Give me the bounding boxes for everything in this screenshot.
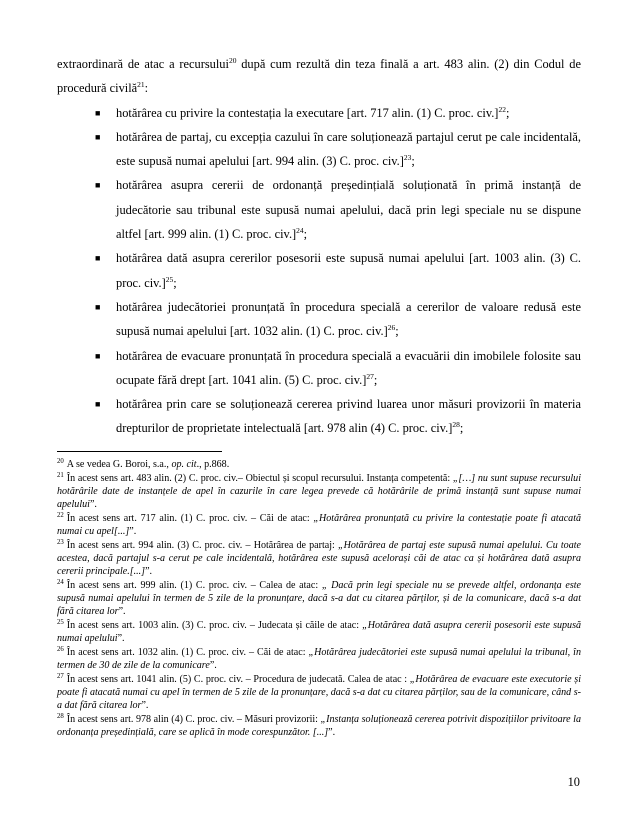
footnote-ref[interactable]: 26 xyxy=(387,323,396,333)
footnotes xyxy=(57,458,581,740)
bullet-item xyxy=(57,125,581,174)
footnote xyxy=(57,472,581,512)
bullet-item xyxy=(57,392,581,441)
footnote xyxy=(57,646,581,672)
bullet-text: hotărârea de partaj, cu excepția cazului în care soluționează partajul cerut pe cale incidentală, este supusă numai apelului [art. 994 alin. (3) C. proc. civ.] xyxy=(116,129,581,169)
footnote xyxy=(57,713,581,739)
bullet-end: ; xyxy=(505,105,510,120)
bullet-end: ; xyxy=(459,421,464,436)
intro-text-2: după cum rezultă din teza finală a art. 483 alin. (2) din Codul de procedură civilă xyxy=(57,57,581,96)
footnote-quote: „Hotărârea judecătoriei este supusă numai apelului la tribunal, în termen de 30 de zile de la comunicare xyxy=(57,646,581,672)
bullet-text: hotărârea de evacuare pronunțată în procedura specială a evacuării din imobilele folosite sau ocupate fără drept [art. 1041 alin. (5) C. proc. civ.] xyxy=(116,348,581,387)
bullet-text: hotărârea prin care se soluționează cererea privind luarea unor măsuri provizorii în materia drepturilor de proprietate intelectuală [art. 978 alin (4) C. proc. civ.] xyxy=(116,397,581,436)
footnote-ref[interactable]: 23 xyxy=(403,153,412,163)
bullet-end: ; xyxy=(303,227,308,242)
footnote-number: 28 xyxy=(57,712,64,720)
footnote-number: 20 xyxy=(57,458,64,465)
bullet-square-icon: ■ xyxy=(95,180,101,191)
footnote-ref[interactable]: 22 xyxy=(498,104,506,114)
page-number: 10 xyxy=(567,775,580,789)
bullet-end: ; xyxy=(411,154,415,169)
bullet-item xyxy=(57,173,581,246)
bullet-text: hotărârea asupra cererii de ordonanță președințială soluționată în primă instanță de judecătorie sau tribunal este supusă numai apelului, dacă prin legi speciale nu se dispune altfel [art. 999 alin. (1) C. proc. civ.] xyxy=(116,178,581,242)
footnote xyxy=(57,458,581,471)
footnote xyxy=(57,539,581,579)
footnote-ref[interactable]: 25 xyxy=(165,274,174,284)
bullet-item xyxy=(57,344,581,393)
footnote-quote: „Hotărârea pronunțată cu privire la contestație poate fi atacată numai cu apel[...] xyxy=(57,512,582,538)
footnote-ref[interactable]: 28 xyxy=(452,420,460,430)
bullet-item xyxy=(57,101,581,125)
bullet-list xyxy=(57,101,581,441)
footnote-number: 27 xyxy=(57,672,64,680)
footnote-text-end: ”. xyxy=(117,633,125,645)
footnote-text-end: ”. xyxy=(328,727,336,739)
footnote-text-end: ”. xyxy=(209,660,217,672)
footnote-text: În acest sens art. 483 alin. (2) C. proc. civ.– Obiectul și scopul recursului. Instanța competentă: xyxy=(66,472,453,484)
footnote-number: 21 xyxy=(57,471,64,479)
footnote-quote: „Hotărârea dată asupra cererii posesorii este supusă numai apelului xyxy=(57,619,582,645)
bullet-text: hotărârea dată asupra cererilor posesorii este supusă numai apelului [art. 1003 alin. (3) C. proc. civ.] xyxy=(116,251,581,290)
footnote-number: 24 xyxy=(57,578,64,586)
bullet-square-icon: ■ xyxy=(95,107,101,118)
bullet-item xyxy=(57,295,581,344)
bullet-square-icon: ■ xyxy=(95,399,101,410)
footnote-quote: „Instanța soluționează cererea potrivit dispozițiilor privitoare la ordonanța președințială, care se aplică în mode corespunzător. [...] xyxy=(57,713,581,739)
footnote-quote: „Hotărârea de partaj este supusă numai apelului. Cu toate acestea, dacă partajul s-a cerut pe cale incidentală, hotărârea este supusă acelorași căi de atac ca și hotărârea dată asupra cererii principale.[...] xyxy=(57,539,581,578)
footnote-text-end: ”. xyxy=(89,499,97,511)
bullet-end: ; xyxy=(373,372,378,387)
body-text xyxy=(57,52,581,441)
footnote-number: 22 xyxy=(57,511,64,519)
bullet-text: hotărârea cu privire la contestația la executare [art. 717 alin. (1) C. proc. civ.] xyxy=(116,105,499,120)
footnote-text-end: ”. xyxy=(145,566,153,578)
footnote xyxy=(57,619,581,645)
bullet-square-icon: ■ xyxy=(95,350,101,361)
footnote-ref[interactable]: 20 xyxy=(228,56,237,65)
footnote-text: În acest sens art. 978 alin (4) C. proc. civ. – Măsuri provizorii: xyxy=(66,713,321,725)
footnote xyxy=(57,579,581,619)
footnote-text: În acest sens art. 717 alin. (1) C. proc. civ. – Căi de atac: xyxy=(66,512,314,524)
intro-paragraph xyxy=(57,52,581,101)
bullet-square-icon: ■ xyxy=(95,131,101,142)
intro-text-3: : xyxy=(144,81,149,96)
bullet-end: ; xyxy=(395,324,399,339)
footnote-text: În acest sens art. 1041 alin. (5) C. proc. civ. – Procedura de judecată. Calea de atac : xyxy=(66,673,410,685)
intro-text-1: extraordinară de atac a recursului xyxy=(57,57,229,71)
footnote-text: În acest sens art. 999 alin. (1) C. proc. civ. – Calea de atac: xyxy=(66,579,322,591)
footnote-number: 26 xyxy=(57,645,64,653)
footnote-number: 25 xyxy=(57,618,64,626)
bullet-square-icon: ■ xyxy=(95,253,101,264)
footnote-text-end: ”. xyxy=(129,526,137,538)
footnote xyxy=(57,673,581,713)
footnote-text: În acest sens art. 1032 alin. (1) C. proc. civ. – Căi de atac: xyxy=(66,646,309,658)
footnote-separator xyxy=(57,451,222,452)
footnote-number: 23 xyxy=(57,538,64,546)
footnote-text: A se vedea G. Boroi, s.a., xyxy=(66,459,172,470)
footnote-quote: „ Dacă prin legi speciale nu se prevede altfel, ordonanța este supusă numai apelului în termen de 5 zile de la pronunțare, dacă s-a dat cu citarea părților, și de la comunicare, dacă s-a dat fără citarea lor xyxy=(57,579,581,618)
footnote-text-end: ”. xyxy=(141,700,149,712)
footnote-quote: „Hotărârea de evacuare este executorie și poate fi atacată numai cu apel în termen de 5 zile de la pronunțare, dacă s-a dat cu citarea părților, sau de la comunicare, când s-a dat fără citarea lor xyxy=(57,673,581,712)
bullet-item xyxy=(57,246,581,295)
footnote-text-end: ., p.868. xyxy=(196,459,230,470)
footnote-text: În acest sens art. 1003 alin. (3) C. proc. civ. – Judecata și căile de atac: xyxy=(66,619,363,631)
footnote-text-end: ”. xyxy=(118,606,126,618)
footnote-ref[interactable]: 27 xyxy=(366,371,374,381)
footnote-ref[interactable]: 24 xyxy=(296,226,304,236)
footnote-ref[interactable]: 21 xyxy=(137,80,145,90)
bullet-square-icon: ■ xyxy=(95,301,101,312)
bullet-end: ; xyxy=(173,275,177,290)
bullet-text: hotărârea judecătoriei pronunțată în procedura specială a cererilor de valoare redusă este supusă numai apelului [art. 1032 alin. (1) C. proc. civ.] xyxy=(116,299,581,339)
footnote xyxy=(57,512,581,538)
footnote-quote: op. cit xyxy=(171,459,197,470)
footnote-quote: „[…] nu sunt supuse recursului hotărârile date de instanțele de apel în cazurile în care legea prevede că hotărârile de primă instanță sunt supuse numai apelului xyxy=(57,472,581,511)
footnote-text: În acest sens art. 994 alin. (3) C. proc. civ. – Hotărârea de partaj: xyxy=(66,539,338,551)
